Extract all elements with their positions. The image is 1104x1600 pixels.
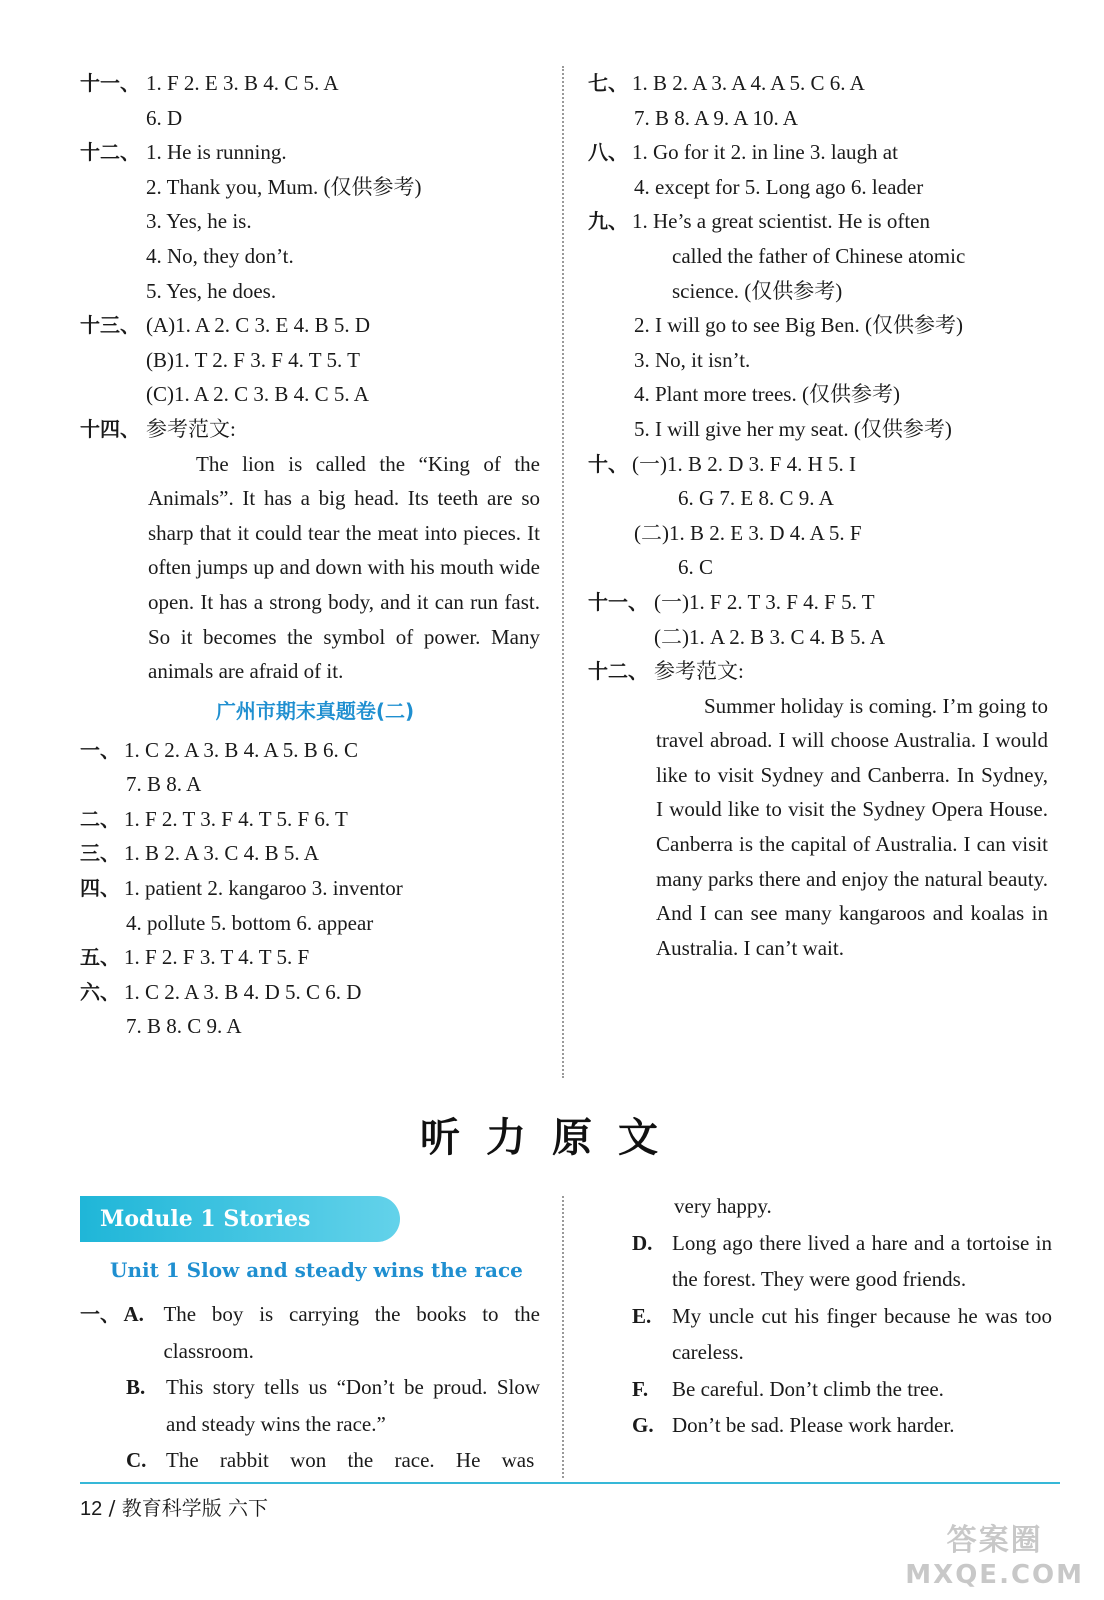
answer-row: (B)1. T 2. F 3. F 4. T 5. T [146,347,360,372]
answer-row: 3. Yes, he is. [146,209,252,234]
answer-row [80,975,550,1010]
list-item [80,1296,540,1369]
answer-text: 1. He’s a great scientist. He is often [632,209,930,234]
answer-row: 6. G 7. E 8. C 9. A [678,486,834,511]
answer-text: (A)1. A 2. C 3. E 4. B 5. D [146,313,371,338]
essay-heading: 参考范文: [146,416,236,441]
page-footer [80,1492,268,1521]
answer-text: 1. Go for it 2. in line 3. laugh at [632,140,898,165]
section-label: 一、 [80,737,120,762]
item-label: E. [632,1303,652,1328]
section-label: 二、 [80,806,120,831]
section-label: 六、 [80,979,120,1004]
answer-text: 1. B 2. A 3. C 4. B 5. A [124,841,319,866]
answer-row: 2. Thank you, Mum. (仅供参考) [146,174,422,199]
watermark-logo [905,1524,1084,1592]
item-label: D. [632,1230,653,1255]
item-text: Be careful. Don’t climb the tree. [672,1376,944,1401]
answer-row: 6. D [146,105,183,130]
right-answer-column [588,66,1058,965]
answer-row: (C)1. A 2. C 3. B 4. C 5. A [146,382,369,407]
section-label: 十二、 [588,659,648,684]
answer-row: 5. I will give her my seat. (仅供参考) [634,416,952,441]
answer-text: 1. F 2. T 3. F 4. T 5. F 6. T [124,806,348,831]
answer-row [80,412,550,447]
list-item [632,1371,1052,1408]
answer-row [80,802,550,837]
module-banner: Module 1 Stories [80,1196,400,1242]
answer-text: 1. F 2. E 3. B 4. C 5. A [146,71,339,95]
answer-row: 4. except for 5. Long ago 6. leader [634,174,924,199]
answer-row: (二)1. A 2. B 3. C 4. B 5. A [654,624,886,649]
list-item [80,1369,540,1442]
answer-row [588,585,1058,620]
section-label: 八、 [588,140,628,165]
answer-row [588,204,1058,239]
answer-row: 7. B 8. A [126,772,202,797]
item-label: B. [126,1375,146,1399]
section-label: 十四、 [80,416,140,441]
section-label: 三、 [80,841,120,866]
answer-row [588,66,1058,101]
section-label: 十一、 [588,589,648,614]
item-label: C. [126,1448,147,1472]
watermark-domain: MXQE.COM [905,1560,1084,1590]
item-label: G. [632,1413,654,1437]
answer-row: science. (仅供参考) [672,278,843,303]
section-label: 十二、 [80,140,140,165]
answer-row [588,654,1058,689]
answer-text: (一)1. B 2. D 3. F 4. H 5. I [632,451,856,476]
column-divider [562,1196,564,1478]
model-essay: Summer holiday is coming. I’m going to travel abroad. I will choose Australia. I would like to visit Sydney and Canberra. In Sydney, I would like to visit the Sydney Opera House. Canberra is the capital of Australia. I can visit many parks there and enjoy the natural beauty. And I can see many kangaroos and koalas in Australia. I can’t wait. [656,693,1048,960]
item-text: The boy is carrying the books to the classroom. [163,1302,540,1363]
left-answer-column [80,66,550,1044]
answer-row: 7. B 8. A 9. A 10. A [634,105,798,130]
item-text: Long ago there lived a hare and a tortoise in the forest. They were good friends. [672,1230,1052,1291]
section-label: 七、 [588,71,628,95]
item-label: A. [123,1302,144,1326]
answer-text: 1. patient 2. kangaroo 3. inventor [124,876,403,901]
answer-row: 6. C [678,555,714,580]
unit-title: Unit 1 Slow and steady wins the race [110,1258,523,1282]
answer-text: 1. F 2. F 3. T 4. T 5. F [124,945,310,970]
answer-row [80,135,550,170]
answer-text: 1. C 2. A 3. B 4. A 5. B 6. C [124,737,358,762]
footer-rule [80,1482,1060,1484]
answer-row [588,135,1058,170]
item-text: This story tells us “Don’t be proud. Slow and steady wins the race.” [166,1375,540,1436]
answer-row: 5. Yes, he does. [146,278,277,303]
answer-text: (一)1. F 2. T 3. F 4. F 5. T [654,589,875,614]
list-item [632,1407,1052,1444]
section-label: 四、 [80,876,120,901]
answer-row: (二)1. B 2. E 3. D 4. A 5. F [634,520,862,545]
paper-title: 广州市期末真题卷(二) [215,698,415,723]
answer-row: 4. No, they don’t. [146,243,294,268]
list-item [632,1298,1052,1371]
list-item [632,1225,1052,1298]
section-label: 十三、 [80,313,140,338]
answer-row [80,871,550,906]
answer-row: 7. B 8. C 9. A [126,1014,242,1039]
item-label: F. [632,1376,649,1401]
answer-row [80,308,550,343]
page-number: 12 [80,1498,103,1520]
answer-row [80,836,550,871]
answer-row [80,733,550,768]
section-label: 一、 [80,1302,120,1326]
answer-row: called the father of Chinese atomic [672,243,966,268]
answer-row: 3. No, it isn’t. [634,347,751,372]
listening-left-items [80,1296,540,1479]
answer-row: 4. pollute 5. bottom 6. appear [126,910,374,935]
answer-text: 1. C 2. A 3. B 4. D 5. C 6. D [124,979,362,1004]
list-item [80,1442,540,1479]
section-label: 十一、 [80,71,140,95]
essay-heading: 参考范文: [654,659,744,684]
edition-label: / 教育科学版 六下 [108,1496,269,1520]
listening-title: 听力原文 [420,1115,684,1161]
item-text: The rabbit won the race. He was [166,1448,535,1472]
watermark-text: 答案圈 [946,1523,1043,1558]
item-text: Don’t be sad. Please work harder. [672,1413,955,1437]
answer-row [80,940,550,975]
item-continuation: very happy. [674,1194,772,1218]
answer-text: 1. He is running. [146,140,287,165]
section-label: 九、 [588,209,628,234]
section-label: 五、 [80,945,120,970]
answer-row: 4. Plant more trees. (仅供参考) [634,382,900,407]
section-label: 十、 [588,451,628,476]
column-divider [562,66,564,1078]
answer-text: 1. B 2. A 3. A 4. A 5. C 6. A [632,71,865,95]
model-essay: The lion is called the “King of the Animals”. It has a big head. Its teeth are so sharp that it could tear the meat into pieces. It often jumps up and down with his mouth wide open. It has a strong body, and it can run fast. So it becomes the symbol of power. Many animals are afraid of it. [148,451,540,684]
answer-row: 2. I will go to see Big Ben. (仅供参考) [634,313,963,338]
item-text: My uncle cut his finger because he was too careless. [672,1303,1052,1364]
answer-row [80,66,550,101]
answer-row [588,447,1058,482]
listening-right-items [632,1188,1052,1444]
